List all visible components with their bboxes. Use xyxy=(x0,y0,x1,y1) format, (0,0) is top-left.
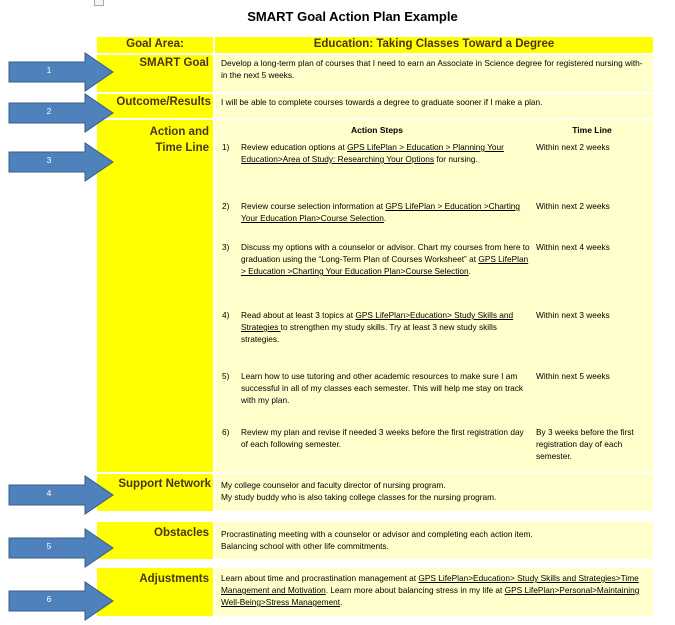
adjustments-text-1: Learn about time and procrastination management at xyxy=(221,573,419,583)
action-step-timeline: Within next 3 weeks xyxy=(536,310,610,320)
action-step xyxy=(222,141,532,165)
action-step-number: 1) xyxy=(222,142,230,152)
arrow-callout-icon xyxy=(9,143,114,181)
action-step-number: 6) xyxy=(222,427,230,437)
action-step-text-post: to strengthen my study skills. Try at least 3 new study skills strategies. xyxy=(241,322,497,344)
action-step xyxy=(222,241,532,277)
action-steps-header: Action Steps xyxy=(351,125,403,135)
obstacles-label: Obstacles xyxy=(97,522,213,559)
support-line-1: My college counselor and faculty director of nursing program. xyxy=(221,480,446,490)
action-timeline-label xyxy=(97,120,213,472)
goal-area-label: Goal Area: xyxy=(97,37,213,53)
arrow-callout-icon xyxy=(9,529,114,567)
action-step xyxy=(222,426,532,450)
action-steps-cell xyxy=(215,120,653,472)
action-step-text-pre: Learn how to use tutoring and other academic resources to make sure I am successful in all of my classes each semester. This will help me stay on track with my plan. xyxy=(241,371,524,405)
action-step-text xyxy=(241,426,532,450)
action-step-text-post: for nursing. xyxy=(434,154,478,164)
action-step-text-post: . xyxy=(383,213,387,223)
smart-goal-text: Develop a long-term plan of courses that I need to earn an Associate in Science degree for registered nursing with-in the next 5 weeks. xyxy=(215,55,653,92)
obstacles-line-1: Procrastinating meeting with a counselor or advisor and completing each action item. xyxy=(221,529,533,539)
action-step xyxy=(222,309,532,345)
support-network-label: Support Network xyxy=(97,474,213,511)
action-step-timeline: Within next 2 weeks xyxy=(536,201,610,211)
action-step-text-pre: Review course selection information at xyxy=(241,201,386,211)
goal-area-value: Education: Taking Classes Toward a Degree xyxy=(215,37,653,53)
adjustments-label: Adjustments xyxy=(97,568,213,616)
arrow-callout-icon xyxy=(9,53,114,91)
action-step-number: 5) xyxy=(222,371,230,381)
action-step-text-pre: Read about at least 3 topics at xyxy=(241,310,356,320)
outcome-text: I will be able to complete courses towards a degree to graduate sooner if I make a plan. xyxy=(215,94,653,118)
action-step-text-pre: Review education options at xyxy=(241,142,348,152)
arrow-callout-icon xyxy=(9,582,114,620)
adjustments-link-2[interactable]: GPS LifePlan>Personal>Maintaining Well-Being>Stress Management xyxy=(221,585,640,607)
action-step-number: 4) xyxy=(222,310,230,320)
action-step-link[interactable]: GPS LifePlan > Education > Planning Your Education>Area of Study: Researching Your Options xyxy=(241,142,504,164)
action-step-text xyxy=(241,309,532,345)
action-step-text-post: . xyxy=(468,266,471,276)
action-step xyxy=(222,370,532,406)
action-step-link[interactable]: GPS LifePlan>Education> Study Skills and Strategies xyxy=(241,310,514,332)
action-step-text xyxy=(241,241,532,277)
arrow-callout-icon xyxy=(9,94,114,132)
action-step-timeline: By 3 weeks before the first registration day of each semester. xyxy=(536,427,634,461)
action-step-text xyxy=(241,370,532,406)
adjustments-text xyxy=(215,568,653,616)
action-step-text xyxy=(241,141,532,165)
action-step-timeline: Within next 4 weeks xyxy=(536,242,610,252)
action-step-number: 3) xyxy=(222,242,230,252)
obstacles-line-2: Balancing school with other life commitments. xyxy=(221,541,389,551)
action-step-text xyxy=(241,200,532,224)
arrow-callout-icon xyxy=(9,476,114,514)
action-step-text-pre: Review my plan and revise if needed 3 weeks before the first registration day of each following semester. xyxy=(241,427,524,449)
arrow-callout-number: 6 xyxy=(46,594,52,604)
action-step-link[interactable]: GPS LifePlan > Education >Charting Your Education Plan>Course Selection xyxy=(241,254,529,276)
action-label-line1: Action and xyxy=(149,126,209,138)
action-label-line2: Time Line xyxy=(155,142,209,154)
support-network-text xyxy=(215,474,653,511)
action-step-number: 2) xyxy=(222,201,230,211)
adjustments-link-1[interactable]: GPS LifePlan>Education> Study Skills and Strategies>Time Management and Motivation xyxy=(221,573,639,595)
smart-goal-label: SMART Goal xyxy=(97,55,213,92)
support-line-2: My study buddy who is also taking college classes for the nursing program. xyxy=(221,492,497,502)
arrow-callout-number: 4 xyxy=(46,488,52,498)
adjustments-text-2: . Learn more about balancing stress in my life at xyxy=(325,585,505,595)
arrow-callout-number: 2 xyxy=(46,106,52,116)
page-title: SMART Goal Action Plan Example xyxy=(247,9,458,24)
action-step-text-pre: Discuss my options with a counselor or advisor. Chart my courses from here to graduation using the “Long-Term Plan of Courses Worksheet” at xyxy=(241,242,530,264)
outcome-label: Outcome/Results xyxy=(97,94,213,118)
arrow-callout-number: 1 xyxy=(46,65,52,75)
obstacles-text xyxy=(215,522,653,559)
corner-checkbox xyxy=(94,0,104,6)
adjustments-text-3: . xyxy=(340,597,343,607)
action-step xyxy=(222,200,532,224)
arrow-callout-number: 5 xyxy=(46,541,52,551)
action-step-timeline: Within next 2 weeks xyxy=(536,142,610,152)
action-step-timeline: Within next 5 weeks xyxy=(536,371,610,381)
action-step-link[interactable]: GPS LifePlan > Education >Charting Your Education Plan>Course Selection xyxy=(241,201,521,223)
timeline-header: Time Line xyxy=(572,125,612,135)
arrow-callout-number: 3 xyxy=(46,155,52,165)
